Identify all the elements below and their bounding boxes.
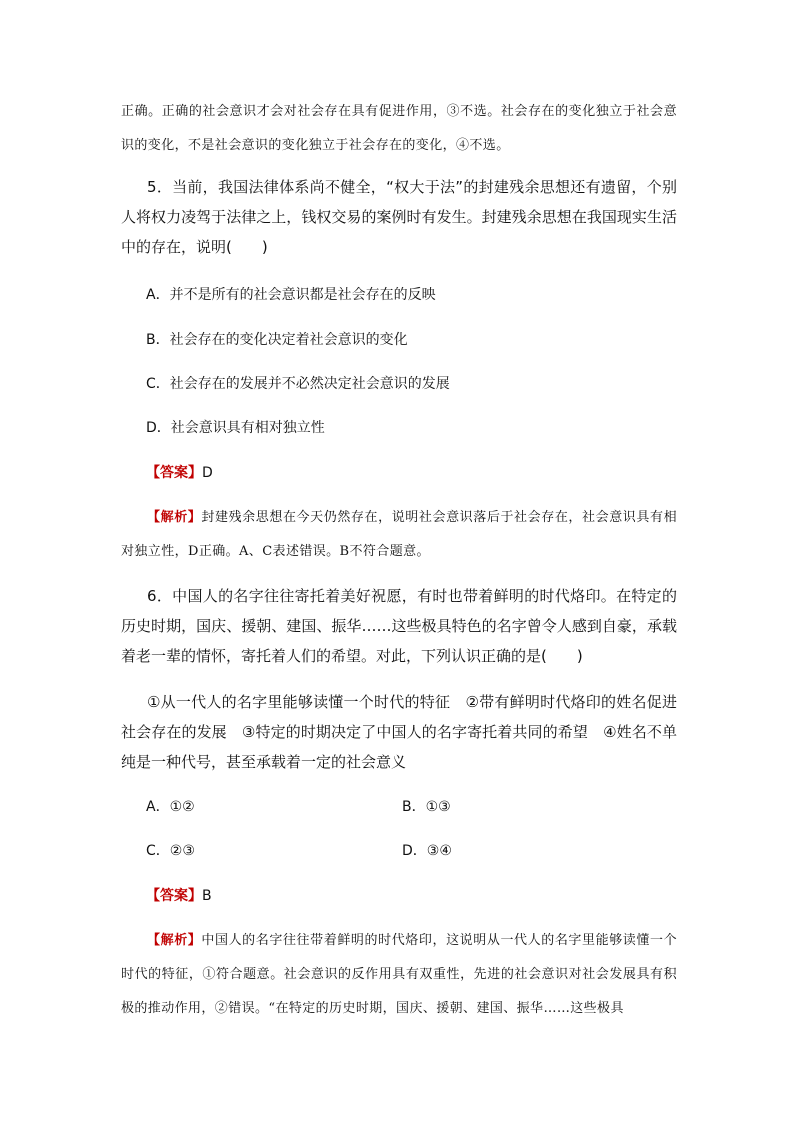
question-5-option-a: A．并不是所有的社会意识都是社会存在的反映: [146, 287, 436, 303]
question-6-stem: [121, 581, 677, 671]
question-5-answer: [146, 463, 213, 483]
question-6-option-c: C．②③: [146, 843, 195, 859]
question-5-stem: [121, 172, 677, 262]
question-6-option-b: B．①③: [402, 799, 451, 815]
question-6-analysis: [121, 924, 677, 1026]
question-5-option-d: D．社会意识具有相对独立性: [146, 420, 325, 436]
question-6-statements: [121, 687, 677, 777]
previous-analysis: [121, 95, 677, 163]
question-5-analysis-tag: 【解析】: [147, 510, 202, 525]
question-5-answer-tag: 【答案】: [146, 465, 202, 481]
question-5-option-c: C．社会存在的发展并不必然决定社会意识的发展: [146, 376, 450, 392]
question-5-answer-value: D: [202, 465, 213, 481]
question-6-analysis-text: 中国人的名字往往带着鲜明的时代烙印，这说明从一代人的名字里能够读懂一个时代的特征，①符合题意。社会意识的反作用具有双重性，先进的社会意识对社会发展具有积极的推动作用，②错误。“在特定的历史时期，国庆、援朝、建国、振华……这些极具: [121, 933, 677, 1016]
previous-analysis-text: 正确。正确的社会意识才会对社会存在具有促进作用，③不选。社会存在的变化独立于社会意识的变化，不是社会意识的变化独立于社会存在的变化，④不选。: [121, 104, 677, 153]
question-6-answer-tag: 【答案】: [146, 888, 202, 904]
question-6-option-d: D．③④: [402, 843, 452, 859]
question-5-analysis: [121, 501, 677, 569]
question-5-option-b: B．社会存在的变化决定着社会意识的变化: [146, 332, 408, 348]
question-6-option-a: A．①②: [146, 799, 195, 815]
question-6-stem-text: 6．中国人的名字往往寄托着美好祝愿，有时也带着鲜明的时代烙印。在特定的历史时期，国庆、援朝、建国、振华……这些极具特色的名字曾令人感到自豪，承载着老一辈的情怀，寄托着人们的希望。对此，下列认识正确的是( ): [121, 587, 677, 665]
question-5-stem-text: 5．当前，我国法律体系尚不健全，“权大于法”的封建残余思想还有遗留，个别人将权力凌驾于法律之上，钱权交易的案例时有发生。封建残余思想在我国现实生活中的存在，说明( ): [121, 178, 677, 256]
question-6-analysis-tag: 【解析】: [147, 933, 202, 948]
question-6-statements-text: ①从一代人的名字里能够读懂一个时代的特征 ②带有鲜明时代烙印的姓名促进社会存在的发展 ③特定的时期决定了中国人的名字寄托着共同的希望 ④姓名不单纯是一种代号，甚至承载着一定的社会意义: [121, 693, 677, 771]
question-6-answer: [146, 886, 212, 906]
question-6-answer-value: B: [202, 888, 212, 904]
question-5-analysis-text: 封建残余思想在今天仍然存在，说明社会意识落后于社会存在，社会意识具有相对独立性，D正确。A、C表述错误。B不符合题意。: [121, 510, 677, 559]
